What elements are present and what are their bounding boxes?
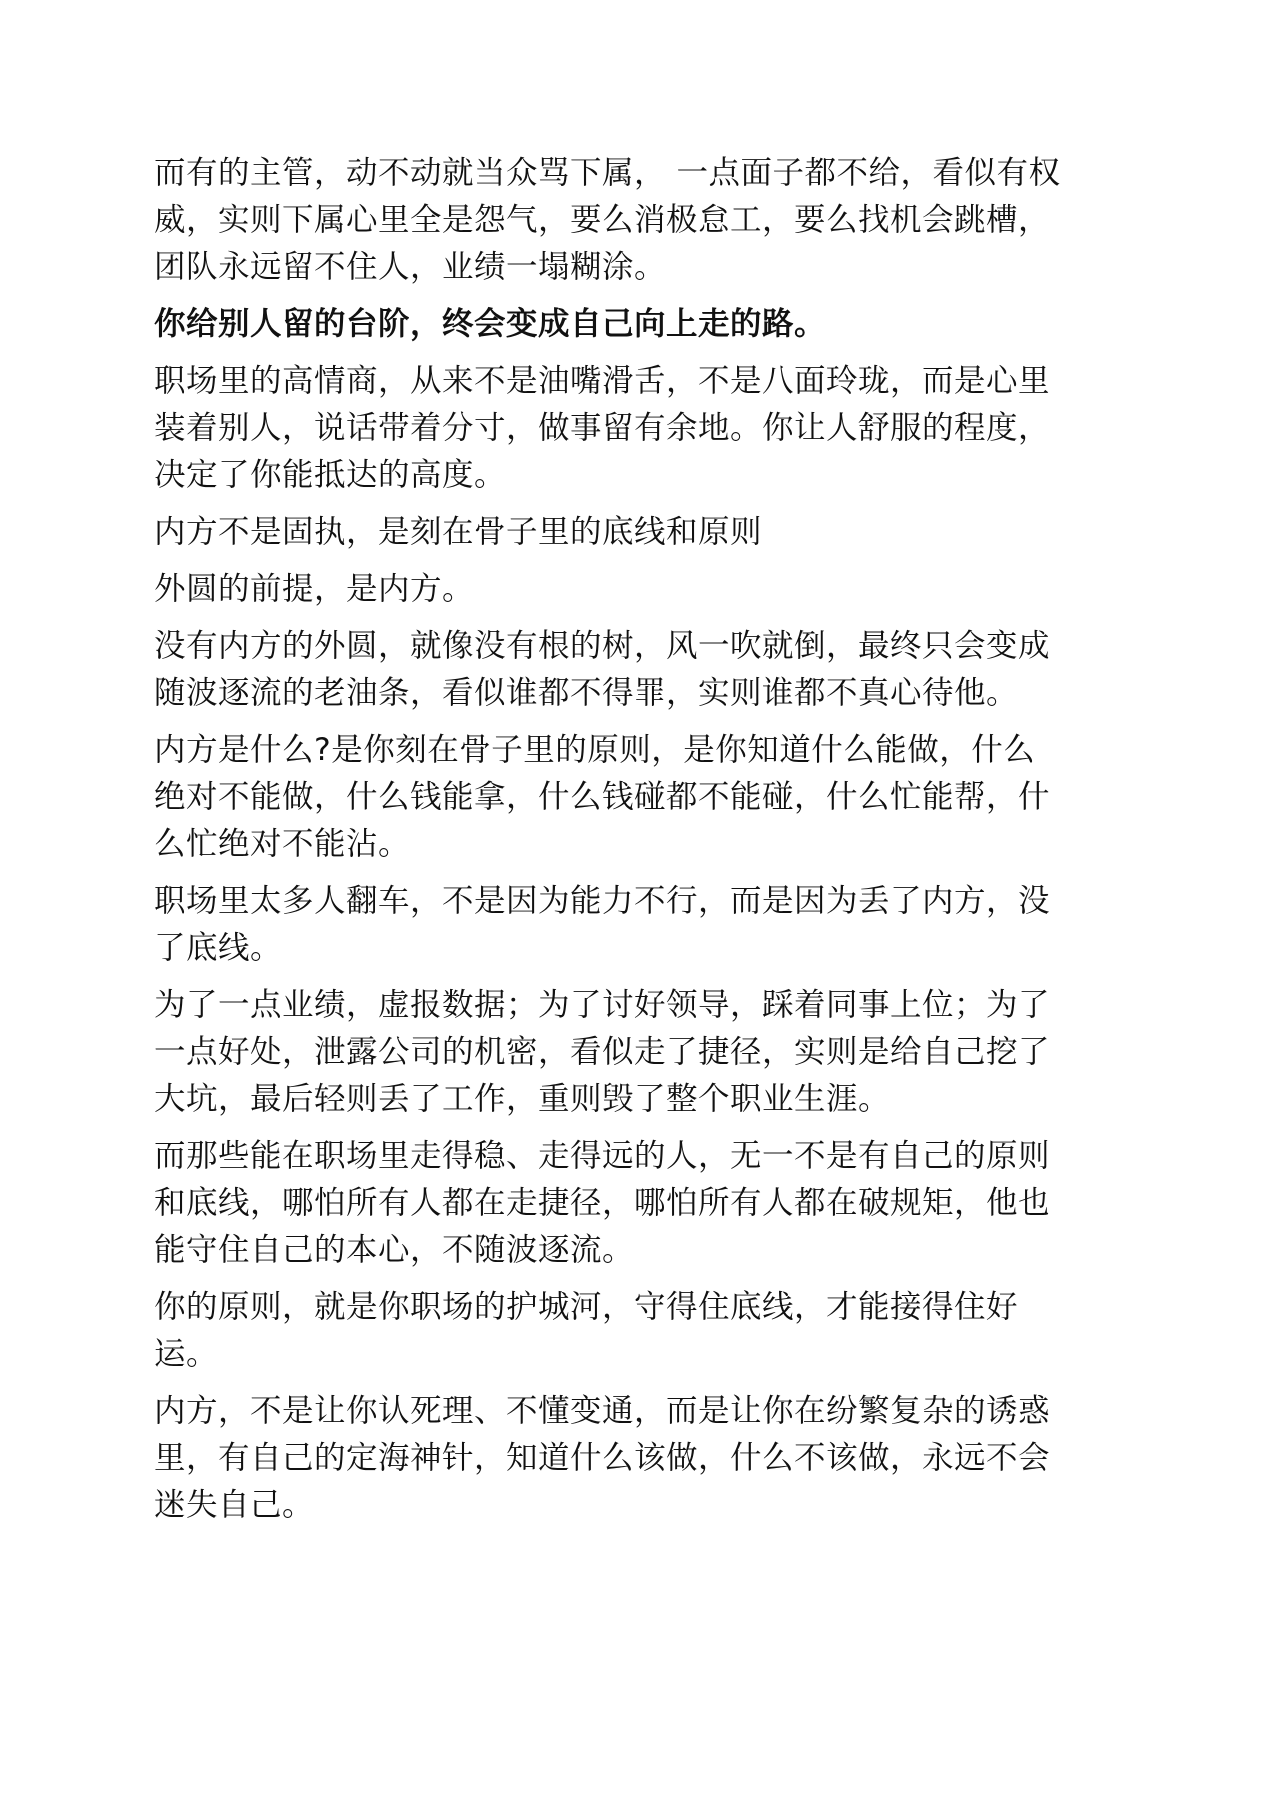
text-line: 为了一点业绩，虚报数据；为了讨好领导，踩着同事上位；为了 xyxy=(154,987,1051,1023)
text-line: 外圆的前提，是内方。 xyxy=(154,571,475,607)
text-line: 职场里的高情商，从来不是油嘴滑舌，不是八面玲珑，而是心里 xyxy=(154,363,1051,399)
text-line: 团队永远留不住人，业绩一塌糊涂。 xyxy=(154,249,667,285)
text-line: 没有内方的外圆，就像没有根的树，风一吹就倒，最终只会变成 xyxy=(154,628,1051,664)
body-paragraph xyxy=(154,566,1124,613)
text-line: 随波逐流的老油条，看似谁都不得罪，实则谁都不真心待他。 xyxy=(154,675,1019,711)
body-paragraph xyxy=(154,1388,1124,1529)
body-paragraph xyxy=(154,358,1124,499)
body-paragraph xyxy=(154,878,1124,972)
body-paragraph xyxy=(154,982,1124,1123)
text-line: 你的原则，就是你职场的护城河，守得住底线，才能接得住好 xyxy=(154,1289,1019,1325)
body-paragraph xyxy=(154,727,1124,868)
body-paragraph xyxy=(154,1284,1124,1378)
text-line: 内方不是固执，是刻在骨子里的底线和原则 xyxy=(154,514,763,550)
text-line: 职场里太多人翻车，不是因为能力不行，而是因为丢了内方，没 xyxy=(154,883,1051,919)
text-line: 而有的主管，动不动就当众骂下属， 一点面子都不给，看似有权 xyxy=(154,155,1061,191)
text-line: 一点好处，泄露公司的机密，看似走了捷径，实则是给自己挖了 xyxy=(154,1034,1051,1070)
text-line: 装着别人，说话带着分寸，做事留有余地。你让人舒服的程度， xyxy=(154,410,1051,446)
text-line: 么忙绝对不能沾。 xyxy=(154,826,411,862)
text-line: 而那些能在职场里走得稳、走得远的人，无一不是有自己的原则 xyxy=(154,1138,1051,1174)
text-line: 能守住自己的本心，不随波逐流。 xyxy=(154,1232,635,1268)
body-paragraph xyxy=(154,509,1124,556)
document-body xyxy=(154,150,1124,1529)
text-line: 决定了你能抵达的高度。 xyxy=(154,457,507,493)
text-line: 威，实则下属心里全是怨气，要么消极怠工，要么找机会跳槽， xyxy=(154,202,1051,238)
body-paragraph xyxy=(154,150,1124,291)
text-line: 里，有自己的定海神针，知道什么该做，什么不该做，永远不会 xyxy=(154,1440,1051,1476)
text-line: 你给别人留的台阶，终会变成自己向上走的路。 xyxy=(154,306,827,342)
text-line: 大坑，最后轻则丢了工作，重则毁了整个职业生涯。 xyxy=(154,1081,891,1117)
text-line: 和底线，哪怕所有人都在走捷径，哪怕所有人都在破规矩，他也 xyxy=(154,1185,1051,1221)
text-line: 内方，不是让你认死理、不懂变通，而是让你在纷繁复杂的诱惑 xyxy=(154,1393,1051,1429)
text-line: 绝对不能做，什么钱能拿，什么钱碰都不能碰，什么忙能帮，什 xyxy=(154,779,1051,815)
body-paragraph xyxy=(154,623,1124,717)
text-line: 了底线。 xyxy=(154,930,283,966)
text-line: 运。 xyxy=(154,1336,219,1372)
text-line: 迷失自己。 xyxy=(154,1487,315,1523)
bold-heading-paragraph xyxy=(154,301,1124,348)
body-paragraph xyxy=(154,1133,1124,1274)
document-page xyxy=(154,150,1124,1539)
text-line: 内方是什么?是你刻在骨子里的原则，是你知道什么能做，什么 xyxy=(154,732,1036,768)
